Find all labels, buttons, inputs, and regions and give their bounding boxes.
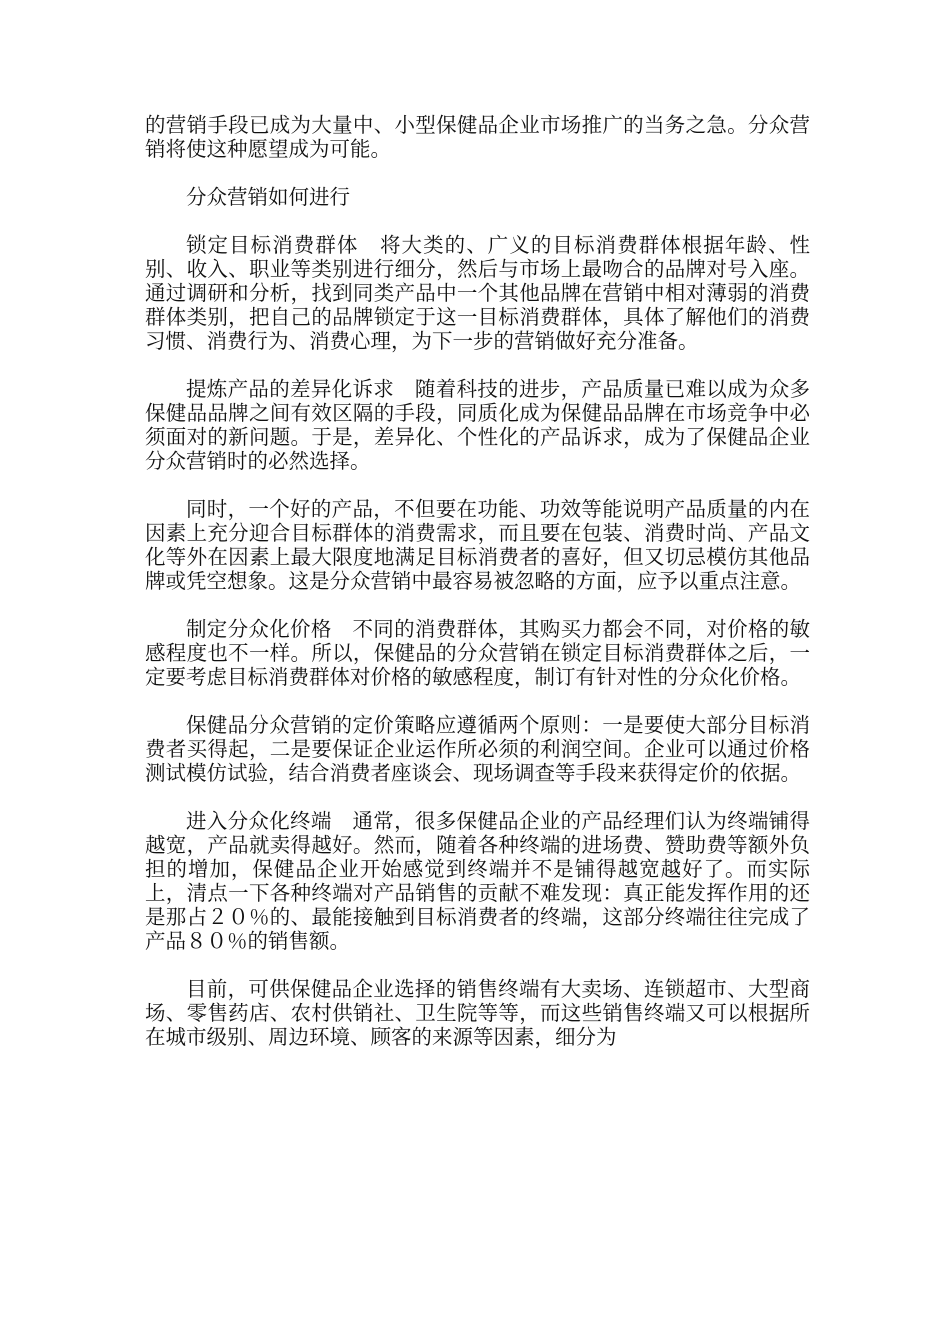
document-body — [145, 113, 810, 1073]
paragraph-pricing-strategy: 保健品分众营销的定价策略应遵循两个原则：一是要使大部分目标消费者买得起，二是要保证企业运作所必须的利润空间。企业可以通过价格测试模仿试验，结合消费者座谈会、现场调查等手段来获得定价的依据。 — [145, 713, 810, 785]
paragraph-terminal-options: 目前，可供保健品企业选择的销售终端有大卖场、连锁超市、大型商场、零售药店、农村供销社、卫生院等等，而这些销售终端又可以根据所在城市级别、周边环境、顾客的来源等因素，细分为 — [145, 977, 810, 1049]
paragraph-terminal: 进入分众化终端 通常，很多保健品企业的产品经理们认为终端铺得越宽，产品就卖得越好。然而，随着各种终端的进场费、赞助费等额外负担的增加，保健品企业开始感觉到终端并不是铺得越宽越好了。而实际上，清点一下各种终端对产品销售的贡献不难发现：真正能发挥作用的还是那占２０％的、最能接触到目标消费者的终端，这部分终端往往完成了产品８０％的销售额。 — [145, 809, 810, 953]
paragraph-pricing: 制定分众化价格 不同的消费群体，其购买力都会不同，对价格的敏感程度也不一样。所以，保健品的分众营销在锁定目标消费群体之后，一定要考虑目标消费群体对价格的敏感程度，制订有针对性的分众化价格。 — [145, 617, 810, 689]
paragraph-differentiation: 提炼产品的差异化诉求 随着科技的进步，产品质量已难以成为众多保健品品牌之间有效区隔的手段，同质化成为保健品品牌在市场竞争中必须面对的新问题。于是，差异化、个性化的产品诉求，成为了保健品企业分众营销时的必然选择。 — [145, 377, 810, 473]
paragraph-product-quality: 同时，一个好的产品，不但要在功能、功效等能说明产品质量的内在因素上充分迎合目标群体的消费需求，而且要在包装、消费时尚、产品文化等外在因素上最大限度地满足目标消费者的喜好，但又切忌模仿其他品牌或凭空想象。这是分众营销中最容易被忽略的方面，应予以重点注意。 — [145, 497, 810, 593]
section-heading: 分众营销如何进行 — [186, 185, 350, 209]
paragraph-continuation: 的营销手段已成为大量中、小型保健品企业市场推广的当务之急。分众营销将使这种愿望成为可能。 — [145, 113, 810, 161]
paragraph-target-group: 锁定目标消费群体 将大类的、广义的目标消费群体根据年龄、性别、收入、职业等类别进行细分，然后与市场上最吻合的品牌对号入座。通过调研和分析，找到同类产品中一个其他品牌在营销中相对薄弱的消费群体类别，把自己的品牌锁定于这一目标消费群体，具体了解他们的消费习惯、消费行为、消费心理，为下一步的营销做好充分准备。 — [145, 233, 810, 353]
